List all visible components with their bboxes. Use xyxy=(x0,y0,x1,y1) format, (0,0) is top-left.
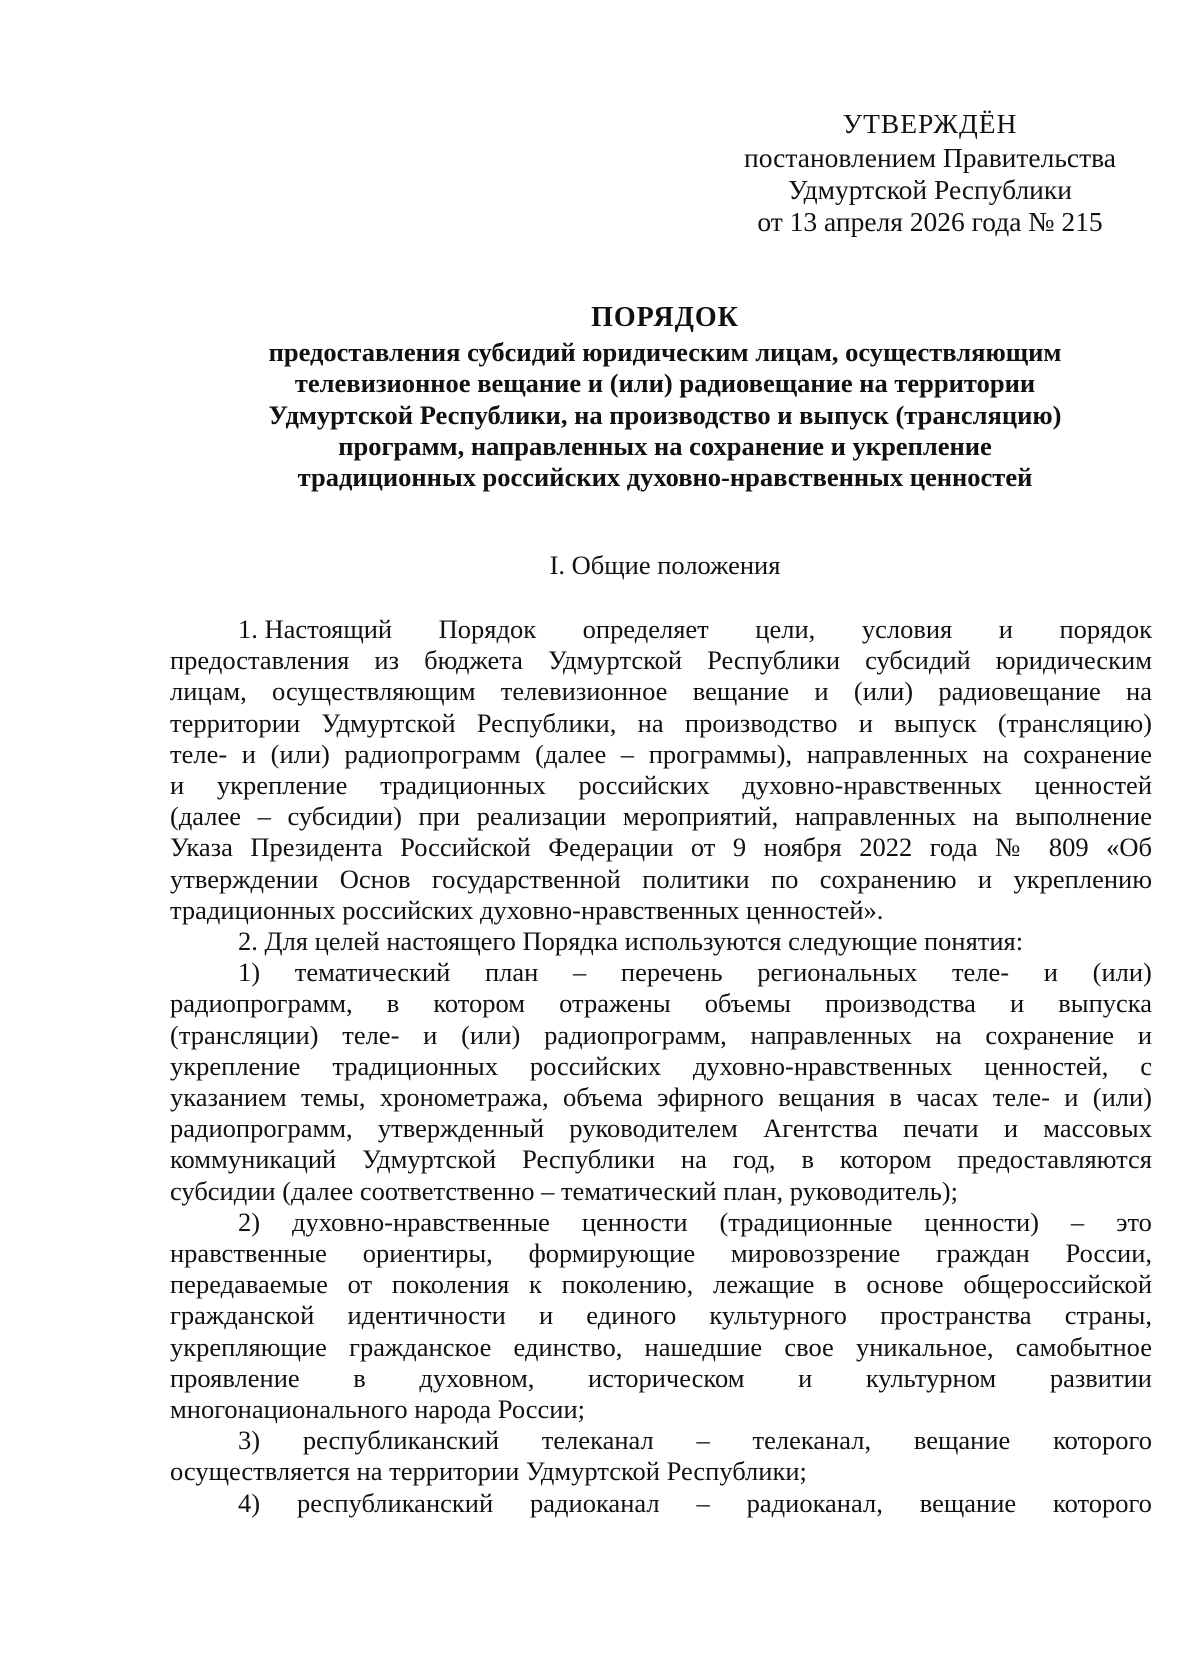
paragraph-1-first-line xyxy=(170,614,1152,645)
definition-item-2 xyxy=(170,1207,1152,1425)
text-line: передаваемые от поколения к поколению, лежащие в основе общероссийской xyxy=(170,1269,1152,1300)
text-line: многонационального народа России; xyxy=(170,1394,586,1425)
word: тематический xyxy=(294,957,451,988)
text-line: утверждении Основ государственной политики по сохранению и укреплению xyxy=(170,863,1152,894)
text-line: нравственные ориентиры, формирующие мировоззрение граждан России, xyxy=(170,1238,1152,1269)
paragraph-1 xyxy=(170,614,1152,926)
definition-item-2-first-line xyxy=(170,1207,1152,1238)
word: 2) xyxy=(238,1206,261,1237)
approval-line-1: постановлением Правительства xyxy=(744,142,1116,173)
text-line: Указа Президента Российской Федерации от 9 ноября 2022 года № 809 «Об xyxy=(170,832,1152,863)
word: и xyxy=(998,614,1013,644)
word: (или) xyxy=(1092,957,1152,988)
word: в xyxy=(353,1362,366,1393)
approval-line-2: Удмуртской Республики xyxy=(788,174,1072,205)
definition-item-1-first-line xyxy=(170,957,1152,988)
definition-item-3-first-line xyxy=(170,1425,1152,1456)
word: 3) xyxy=(238,1425,261,1456)
word: и xyxy=(1043,957,1058,988)
word: – xyxy=(1070,1206,1085,1237)
word: вещание xyxy=(913,1425,1011,1456)
word: 1) xyxy=(238,957,261,988)
word: – xyxy=(572,957,587,988)
word: радиоканал xyxy=(530,1487,660,1518)
definition-item-3 xyxy=(170,1425,1152,1487)
text-line: 2. Для целей настоящего Порядка используются следующие понятия: xyxy=(238,926,1024,957)
text-line: радиопрограмм, утвержденный руководителем Агентства печати и массовых xyxy=(170,1113,1152,1144)
word: цели, xyxy=(755,614,816,644)
text-line: предоставления из бюджета Удмуртской Республики субсидий юридическим xyxy=(170,645,1152,676)
document-title-main: ПОРЯДОК xyxy=(591,302,739,333)
document-title-line: телевизионное вещание и (или) радиовещание на территории xyxy=(294,368,1036,399)
word: региональных xyxy=(757,957,918,988)
word: ценности xyxy=(581,1206,688,1237)
word: вещание xyxy=(919,1487,1017,1518)
section-heading: I. Общие положения xyxy=(549,550,781,580)
approval-line-3: от 13 апреля 2026 года № 215 xyxy=(757,206,1103,237)
text-line: гражданской идентичности и единого культурного пространства страны, xyxy=(170,1300,1152,1331)
document-title xyxy=(170,302,1160,493)
word: 4) xyxy=(238,1487,261,1518)
word: это xyxy=(1116,1206,1152,1237)
paragraph-2 xyxy=(170,926,1152,957)
text-line: (далее – субсидии) при реализации мероприятий, направленных на выполнение xyxy=(170,801,1152,832)
document-title-line: предоставления субсидий юридическим лицам, осуществляющим xyxy=(268,337,1062,368)
definition-item-4-first-line xyxy=(170,1488,1152,1519)
document-title-line: Удмуртской Республики, на производство и выпуск (трансляцию) xyxy=(268,399,1062,430)
word: духовно-нравственные xyxy=(292,1206,550,1237)
word: историческом xyxy=(588,1362,745,1393)
text-line: традиционных российских духовно-нравственных ценностей». xyxy=(170,894,884,925)
word: (традиционные xyxy=(719,1206,893,1237)
definition-item-2-spread-line xyxy=(170,1363,1152,1394)
word: определяет xyxy=(582,614,709,644)
word: 1. Настоящий xyxy=(238,614,393,644)
approval-stamp xyxy=(700,108,1160,238)
definition-item-1 xyxy=(170,957,1152,1207)
text-line: укрепляющие гражданское единство, нашедшие свое уникальное, самобытное xyxy=(170,1331,1152,1362)
word: республиканский xyxy=(296,1487,494,1518)
document-title-line: программ, направленных на сохранение и укрепление xyxy=(338,430,992,461)
word: которого xyxy=(1053,1425,1152,1456)
word: республиканский xyxy=(302,1425,500,1456)
word: телеканал, xyxy=(752,1425,872,1456)
word: радиоканал, xyxy=(746,1487,883,1518)
text-line: осуществляется на территории Удмуртской Республики; xyxy=(170,1456,807,1487)
text-line: коммуникаций Удмуртской Республики на год, в котором предоставляются xyxy=(170,1144,1152,1175)
word: ценности) xyxy=(924,1206,1039,1237)
word: развитии xyxy=(1049,1362,1152,1393)
word: – xyxy=(696,1425,710,1456)
text-line: теле- и (или) радиопрограмм (далее – программы), направленных на сохранение xyxy=(170,738,1152,769)
word: Порядок xyxy=(438,614,537,644)
text-line: и укрепление традиционных российских духовно-нравственных ценностей xyxy=(170,770,1152,801)
text-line: лицам, осуществляющим телевизионное вещание и (или) радиовещание на xyxy=(170,676,1152,707)
word: проявление xyxy=(170,1362,300,1393)
word: порядок xyxy=(1059,614,1152,644)
text-line: субсидии (далее соответственно – тематический план, руководитель); xyxy=(170,1175,958,1206)
word: перечень xyxy=(620,957,723,988)
word: которого xyxy=(1053,1487,1152,1518)
text-line: укрепление традиционных российских духовно-нравственных ценностей, с xyxy=(170,1050,1152,1081)
word: духовном, xyxy=(419,1362,535,1393)
approval-title: УТВЕРЖДЁН xyxy=(842,108,1018,139)
document-title-line: традиционных российских духовно-нравственных ценностей xyxy=(297,462,1033,493)
word: телеканал xyxy=(541,1425,654,1456)
word: и xyxy=(798,1362,813,1393)
document-body xyxy=(170,614,1152,1519)
word: – xyxy=(696,1487,710,1518)
definition-item-4 xyxy=(170,1488,1152,1519)
word: условия xyxy=(861,614,953,644)
word: теле- xyxy=(951,957,1010,988)
word: культурном xyxy=(865,1362,997,1393)
text-line: указанием темы, хронометража, объема эфирного вещания в часах теле- и (или) xyxy=(170,1082,1152,1113)
text-line: радиопрограмм, в котором отражены объемы производства и выпуска xyxy=(170,988,1152,1019)
text-line: (трансляции) теле- и (или) радиопрограмм, направленных на сохранение и xyxy=(170,1019,1152,1050)
text-line: территории Удмуртской Республики, на производство и выпуск (трансляцию) xyxy=(170,707,1152,738)
word: план xyxy=(484,957,539,988)
